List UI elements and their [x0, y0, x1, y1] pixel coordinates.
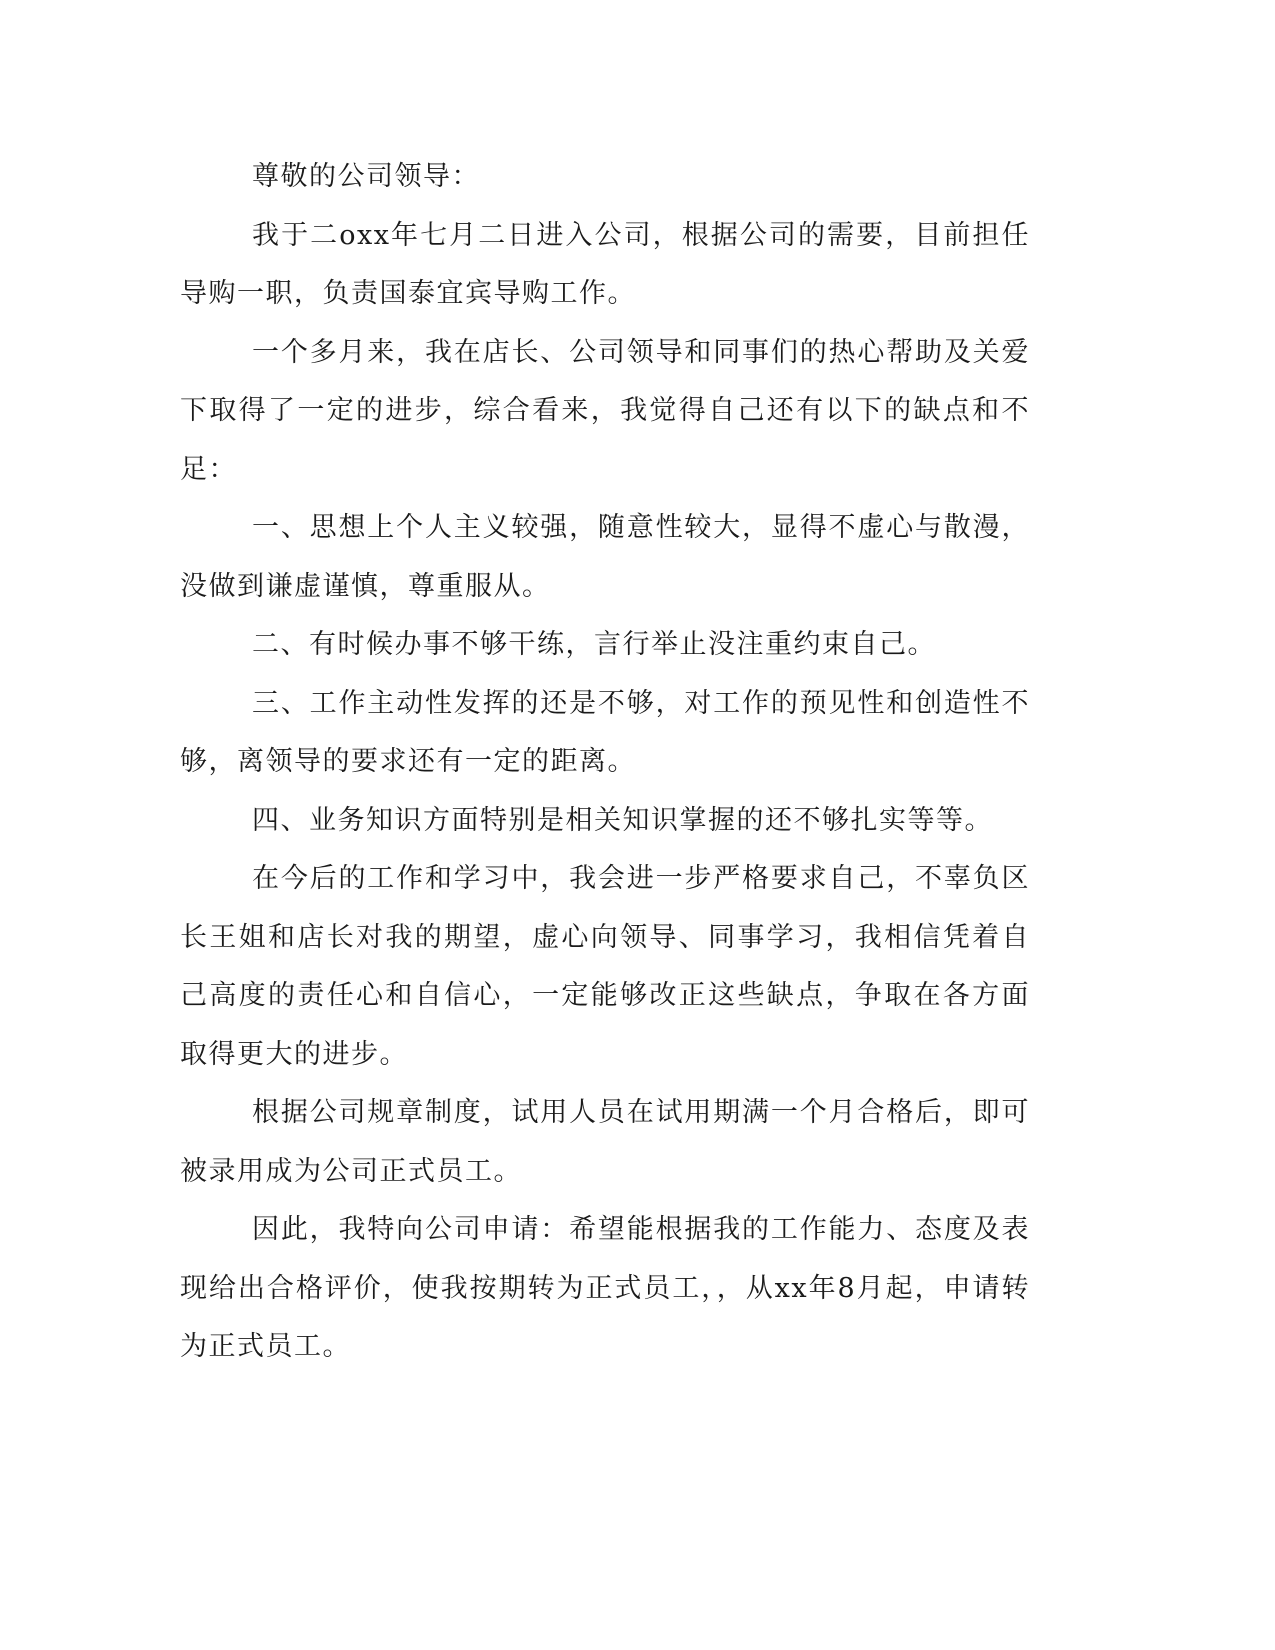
- paragraph-regulation: 根据公司规章制度，试用人员在试用期满一个月合格后，即可被录用成为公司正式员工。: [180, 1097, 1030, 1187]
- paragraph-intro: 我于二oxx年七月二日进入公司，根据公司的需要，目前担任导购一职，负责国泰宜宾导购工作。: [180, 219, 1030, 309]
- paragraph-point-2: 二、有时候办事不够干练，言行举止没注重约束自己。: [252, 629, 936, 660]
- salutation: 尊敬的公司领导：: [252, 161, 480, 192]
- paragraph-point-3: 三、工作主动性发挥的还是不够，对工作的预见性和创造性不够，离领导的要求还有一定的距离。: [180, 687, 1030, 777]
- paragraph-point-4: 四、业务知识方面特别是相关知识掌握的还不够扎实等等。: [252, 804, 993, 836]
- letter-body: [180, 148, 1030, 1377]
- paragraph-future: 在今后的工作和学习中，我会进一步严格要求自己，不辜负区长王姐和店长对我的期望，虚心向领导、同事学习，我相信凭着自己高度的责任心和自信心，一定能够改正这些缺点，争取在各方面取得更大的进步。: [180, 863, 1030, 1070]
- paragraph-point-1: 一、思想上个人主义较强，随意性较大，显得不虚心与散漫，没做到谦虚谨慎，尊重服从。: [180, 512, 1030, 602]
- paragraph-progress: 一个多月来，我在店长、公司领导和同事们的热心帮助及关爱下取得了一定的进步，综合看来，我觉得自己还有以下的缺点和不足：: [180, 336, 1030, 485]
- paragraph-request: 因此，我特向公司申请：希望能根据我的工作能力、态度及表现给出合格评价，使我按期转为正式员工，，从xx年8月起，申请转为正式员工。: [180, 1214, 1030, 1362]
